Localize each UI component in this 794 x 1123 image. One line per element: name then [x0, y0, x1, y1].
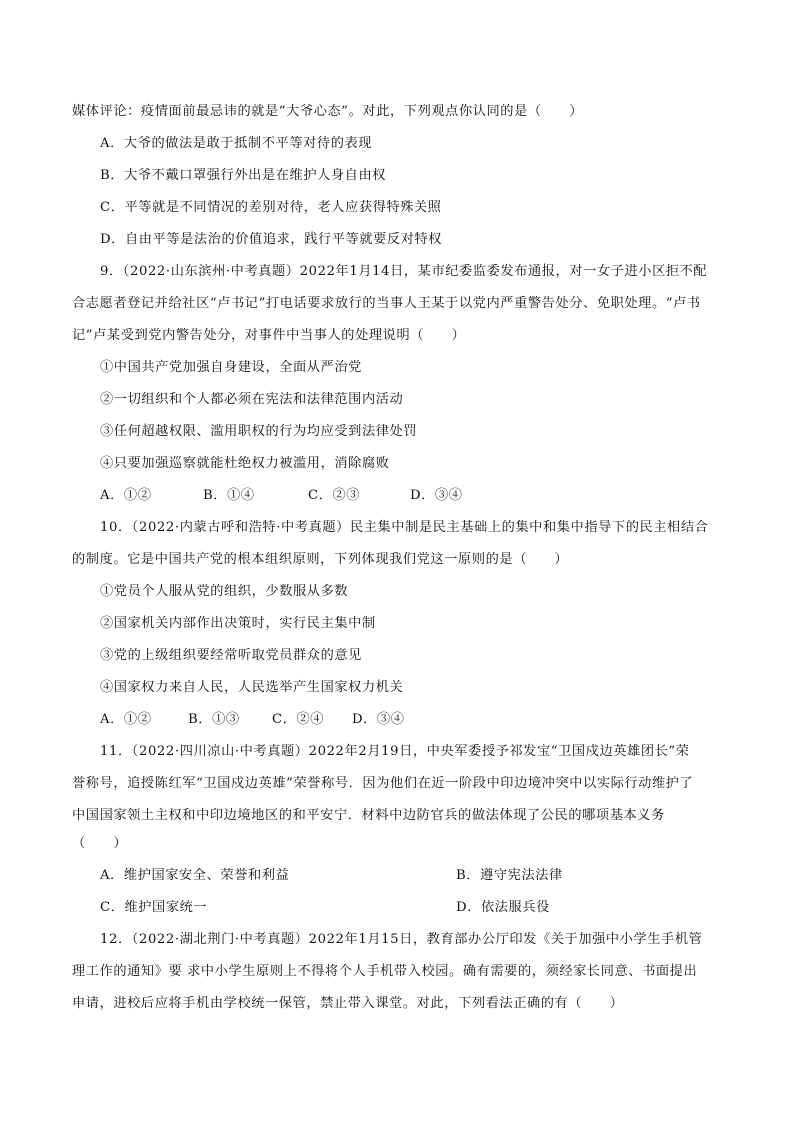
q9-choice-a: A．①② — [100, 488, 152, 503]
q11-stem-line-3: 中国国家领土主权和中印边境地区的和平安宁．材料中边防官兵的做法体现了公民的哪项基本义务 — [72, 808, 665, 823]
q10-stem-line-2: 的制度。它是中国共产党的根本组织原则，下列体现我们党这一原则的是（ ） — [72, 552, 569, 567]
q9-statement-1: ①中国共产党加强自身建设，全面从严治党 — [100, 360, 362, 375]
q11-choice-c: C．维护国家统一 — [100, 900, 208, 915]
q11-stem-line-1: 11．（2022·四川凉山·中考真题）2022年2月19日，中央军委授予祁发宝“卫国戍边英雄团长”荣 — [100, 744, 690, 759]
q9-statement-2: ②一切组织和个人都必须在宪法和法律范围内活动 — [100, 392, 404, 407]
q9-stem-line-2: 合志愿者登记并给社区“卢书记”打电话要求放行的当事人王某于以党内严重警告处分、免职处理。“卢书 — [72, 296, 701, 311]
q10-stem-line-1: 10．（2022·内蒙古呼和浩特·中考真题）民主集中制是民主基础上的集中和集中指导下的民主相结合 — [100, 520, 709, 535]
q8-option-b: B．大爷不戴口罩强行外出是在维护人身自由权 — [100, 168, 387, 183]
q8-option-c: C．平等就是不同情况的差别对待，老人应获得特殊关照 — [100, 200, 442, 215]
q9-stem-line-3: 记”卢某受到党内警告处分，对事件中当事人的处理说明（ ） — [72, 328, 466, 343]
q9-stem-line-1: 9．（2022·山东滨州·中考真题）2022年1月14日，某市纪委监委发布通报，对一女子进小区拒不配 — [100, 264, 708, 279]
q11-choice-d: D．依法服兵役 — [456, 900, 550, 915]
q10-choice-d: D．③④ — [352, 712, 405, 727]
q11-choice-b: B．遵守宪法法律 — [456, 868, 563, 883]
q9-choice-d: D．③④ — [410, 488, 463, 503]
q12-stem-line-3: 申请，进校后应将手机由学校统一保管，禁止带入课堂。对此，下列看法正确的有（ ） — [72, 996, 624, 1011]
q8-option-a: A．大爷的做法是敢于抵制不平等对待的表现 — [100, 136, 373, 151]
q11-stem-line-4: （ ） — [72, 836, 128, 851]
q8-stem: 媒体评论：疫情面前最忌讳的就是“大爷心态”。对此，下列观点你认同的是（ ） — [72, 104, 584, 119]
q12-stem-line-1: 12．（2022·湖北荆门·中考真题）2022年1月15日，教育部办公厅印发《关于加强中小学生手机管 — [100, 932, 703, 947]
q9-statement-4: ④只要加强巡察就能杜绝权力被滥用，消除腐败 — [100, 456, 390, 471]
q8-option-d: D．自由平等是法治的价值追求，践行平等就要反对特权 — [100, 232, 443, 247]
q9-choice-c: C．②③ — [308, 488, 361, 503]
q11-choice-a: A．维护国家安全、荣誉和利益 — [100, 868, 290, 883]
q10-choice-b: B．①③ — [188, 712, 240, 727]
q10-statement-3: ③党的上级组织要经常听取党员群众的意见 — [100, 648, 362, 663]
q10-choice-c: C．②④ — [272, 712, 325, 727]
q9-choice-b: B．①④ — [203, 488, 255, 503]
q10-statement-4: ④国家权力来自人民，人民选举产生国家权力机关 — [100, 680, 404, 695]
q10-statement-1: ①党员个人服从党的组织，少数服从多数 — [100, 584, 349, 599]
q10-choice-a: A．①② — [100, 712, 152, 727]
q10-statement-2: ②国家机关内部作出决策时，实行民主集中制 — [100, 616, 376, 631]
q12-stem-line-2: 理工作的通知》要 求中小学生原则上不得将个人手机带入校园。确有需要的，须经家长同意、书面提出 — [72, 964, 698, 979]
q9-statement-3: ③任何超越权限、滥用职权的行为均应受到法律处罚 — [100, 424, 418, 439]
q11-stem-line-2: 誉称号，追授陈红军“卫国戍边英雄”荣誉称号．因为他们在近一阶段中印边境冲突中以实际行动维护了 — [72, 776, 694, 791]
